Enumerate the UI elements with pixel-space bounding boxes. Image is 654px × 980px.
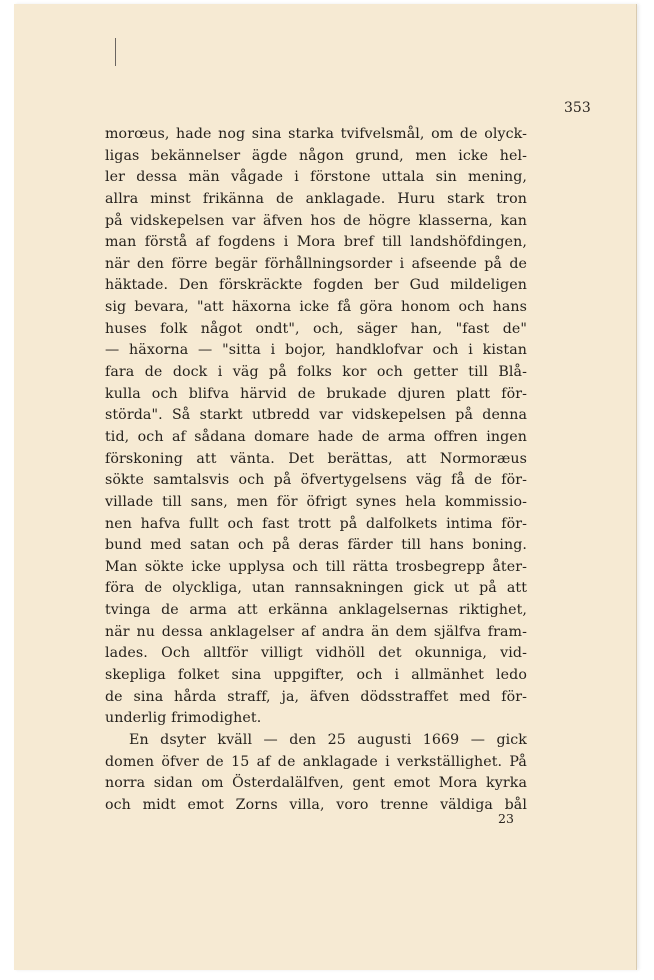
text-line: norra sidan om Österdalälfven, gent emot Mora kyrka xyxy=(105,775,527,792)
text-line: — häxorna — "sitta i bojor, handklofvar och i kistan xyxy=(105,342,527,359)
text-line: de sina hårda straff, ja, äfven dödsstraffet med för- xyxy=(105,688,527,705)
text-line: när den förre begär förhållningsorder i afseende på de xyxy=(105,255,527,272)
text-line: villade till sans, men för öfrigt synes hela kommissio- xyxy=(105,493,527,510)
text-line: ler dessa män vågade i förstone uttala sin mening, xyxy=(105,169,527,186)
pencil-mark xyxy=(115,38,116,66)
text-line: lades. Och alltför villigt vidhöll det okunniga, vid- xyxy=(105,645,527,662)
text-line: huses folk något ondt", och, säger han, "fast de" xyxy=(105,320,527,337)
text-line: fara de dock i väg på folks kor och getter till Blå- xyxy=(105,364,527,381)
text-line: tvinga de arma att erkänna anklagelsernas riktighet, xyxy=(105,602,527,619)
text-line: när nu dessa anklagelser af andra än dem själfva fram- xyxy=(105,623,527,640)
text-line: allra minst frikänna de anklagade. Huru stark tron xyxy=(105,190,527,207)
text-line: morœus, hade nog sina starka tvifvelsmål, om de olyck- xyxy=(105,126,527,142)
text-line: föra de olyckliga, utan rannsakningen gick ut på att xyxy=(105,580,527,597)
signature-mark: 23 xyxy=(498,811,514,826)
text-line: tid, och af sådana domare hade de arma offren ingen xyxy=(105,428,527,445)
text-line: sig bevara, "att häxorna icke få göra honom och hans xyxy=(105,299,527,316)
text-line: ligas bekännelser ägde någon grund, men icke hel- xyxy=(105,147,527,164)
text-line: sökte samtalsvis och på öfvertygelsens väg få de för- xyxy=(105,472,527,489)
text-line: och midt emot Zorns villa, voro trenne väldiga bål xyxy=(105,796,527,813)
text-line: störda". Så starkt utbredd var vidskepelsen på denna xyxy=(105,407,527,424)
paragraph-start-line: En dsyter kväll — den 25 augusti 1669 — gick xyxy=(129,731,527,748)
text-line: kulla och blifva härvid de brukade djuren platt för- xyxy=(105,385,527,402)
text-line: domen öfver de 15 af de anklagade i verkställighet. På xyxy=(105,753,527,770)
paragraph-end-line: underlig frimodighet. xyxy=(105,710,262,727)
book-page xyxy=(14,4,637,970)
text-line: förskoning att vänta. Det berättas, att Normoræus xyxy=(105,450,527,467)
page-number: 353 xyxy=(564,100,591,116)
text-line: Man sökte icke upplysa och till rätta trosbegrepp åter- xyxy=(105,558,527,575)
text-line: nen hafva fullt och fast trott på dalfolkets intima för- xyxy=(105,515,527,532)
text-line: skepliga folket sina uppgifter, och i allmänhet ledo xyxy=(105,667,527,684)
body-text xyxy=(105,124,527,817)
text-line: man förstå af fogdens i Mora bref till landshöfdingen, xyxy=(105,234,527,251)
text-line: på vidskepelsen var äfven hos de högre klasserna, kan xyxy=(105,212,527,229)
text-line: bund med satan och på deras färder till hans boning. xyxy=(105,537,527,554)
text-line: häktade. Den förskräckte fogden ber Gud mildeligen xyxy=(105,277,527,294)
